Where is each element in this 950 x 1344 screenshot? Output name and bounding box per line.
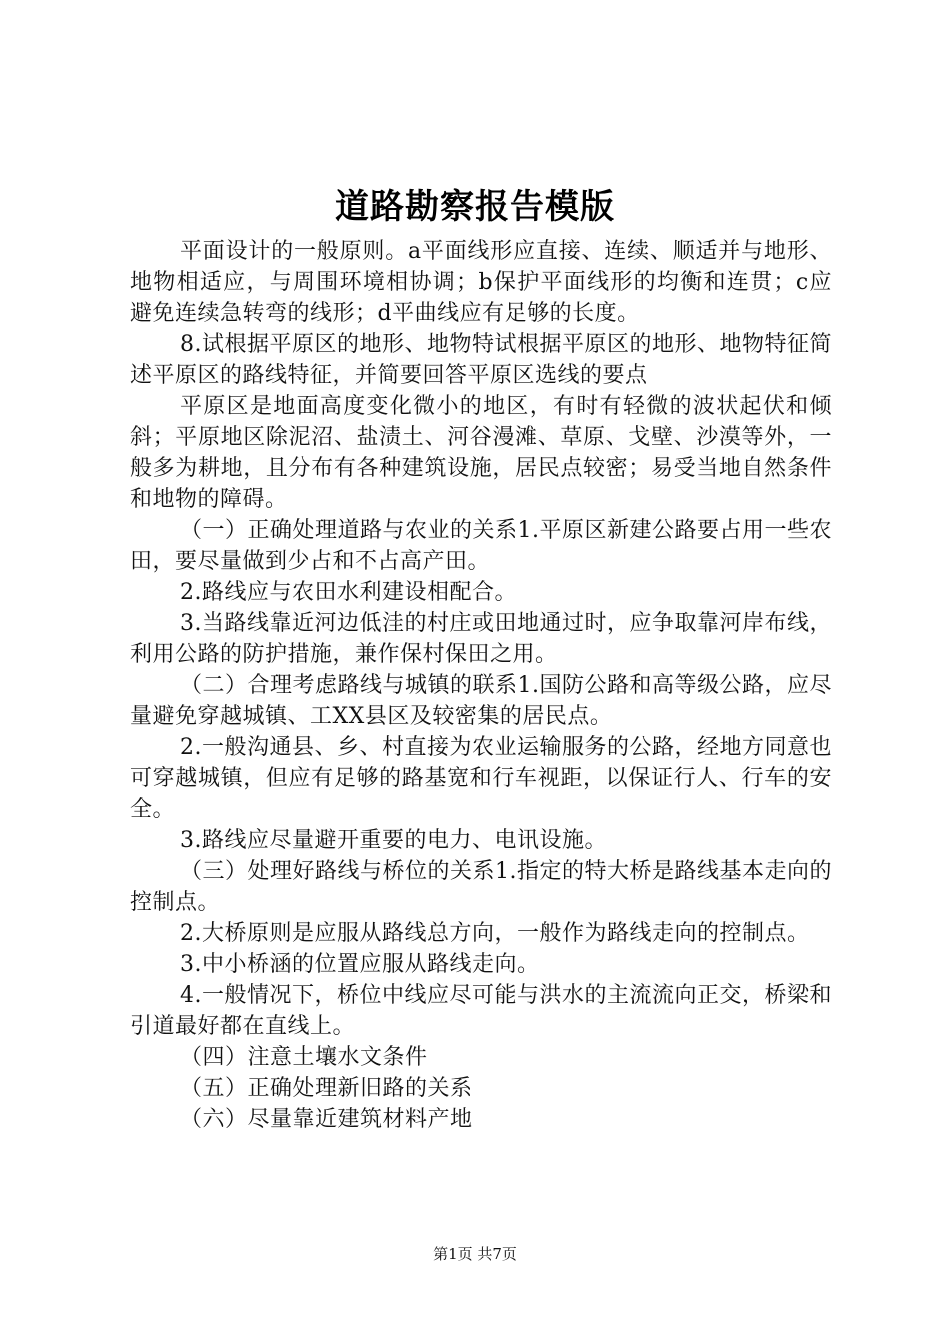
paragraph: 3.路线应尽量避开重要的电力、电讯设施。 (180, 828, 607, 853)
paragraph: 3.当路线靠近河边低洼的村庄或田地通过时，应争取靠河岸布线，利用公路的防护措施，兼作保村保田之用。 (130, 611, 832, 667)
paragraph: （二）合理考虑路线与城镇的联系1.国防公路和高等级公路，应尽量避免穿越城镇、工XX县区及较密集的居民点。 (130, 673, 832, 729)
document-body (130, 236, 832, 1135)
paragraph: （六）尽量靠近建筑材料产地 (180, 1107, 473, 1132)
paragraph: 2.路线应与农田水利建设相配合。 (180, 580, 517, 605)
paragraph: 4.一般情况下，桥位中线应尽可能与洪水的主流流向正交，桥梁和引道最好都在直线上。 (130, 983, 832, 1039)
paragraph: 3.中小桥涵的位置应服从路线走向。 (180, 952, 540, 977)
paragraph: 平面设计的一般原则。a平面线形应直接、连续、顺适并与地形、地物相适应，与周围环境相协调；b保护平面线形的均衡和连贯；c应避免连续急转弯的线形；d平曲线应有足够的长度。 (130, 239, 832, 326)
paragraph: 2.大桥原则是应服从路线总方向，一般作为路线走向的控制点。 (180, 921, 810, 946)
page-number-footer: 第1页 共7页 (433, 1245, 517, 1263)
paragraph: （五）正确处理新旧路的关系 (180, 1076, 473, 1101)
paragraph: （三）处理好路线与桥位的关系1.指定的特大桥是路线基本走向的控制点。 (130, 859, 832, 915)
paragraph: 平原区是地面高度变化微小的地区，有时有轻微的波状起伏和倾斜；平原地区除泥沼、盐渍土、河谷漫滩、草原、戈壁、沙漠等外，一般多为耕地，且分布有各种建筑设施，居民点较密；易受当地自然条件和地物的障碍。 (130, 394, 832, 512)
paragraph: 2.一般沟通县、乡、村直接为农业运输服务的公路，经地方同意也可穿越城镇，但应有足够的路基宽和行车视距，以保证行人、行车的安全。 (130, 735, 832, 822)
paragraph: （四）注意土壤水文条件 (180, 1045, 428, 1070)
paragraph: （一）正确处理道路与农业的关系1.平原区新建公路要占用一些农田，要尽量做到少占和不占高产田。 (130, 518, 832, 574)
paragraph: 8.试根据平原区的地形、地物特试根据平原区的地形、地物特征简述平原区的路线特征，并简要回答平原区选线的要点 (130, 332, 832, 388)
document-title: 道路勘察报告模版 (335, 187, 615, 227)
